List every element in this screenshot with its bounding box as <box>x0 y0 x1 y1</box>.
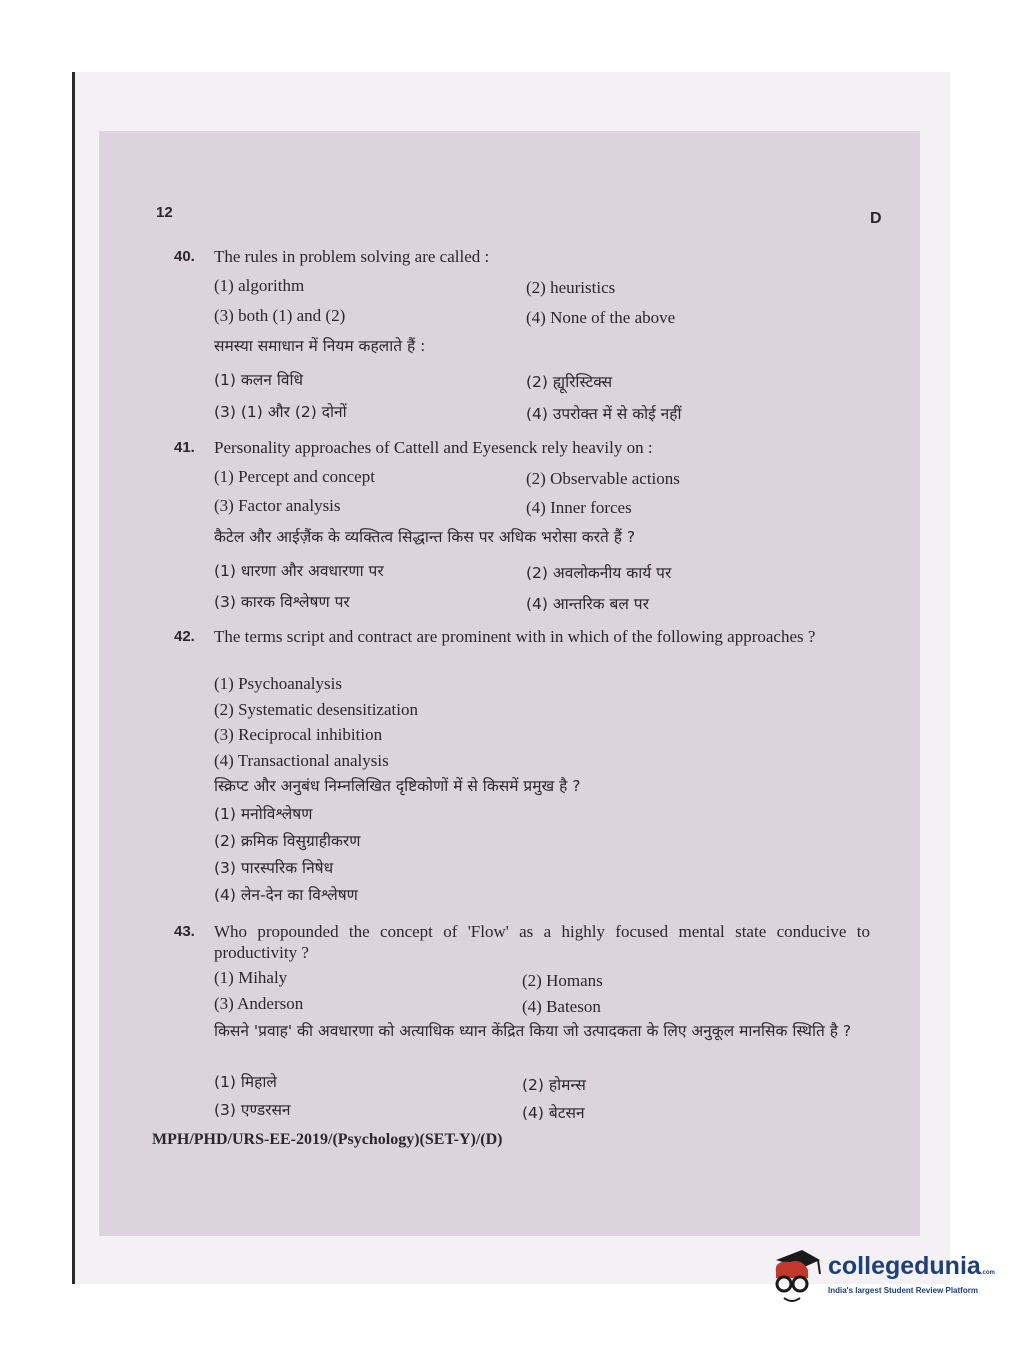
option-hi: (4) आन्तरिक बल पर <box>526 595 649 613</box>
question-number: 43. <box>174 923 195 940</box>
question-text-hi: कैटेल और आईज़ैंक के व्यक्तित्व सिद्धान्त किस पर अधिक भरोसा करते हैं ? <box>214 528 636 546</box>
logo-wordmark: collegedunia.com <box>828 1252 995 1280</box>
option-hi: (3) (1) और (2) दोनों <box>214 403 347 421</box>
option-hi: (4) लेन-देन का विश्लेषण <box>214 886 358 904</box>
collegedunia-watermark <box>768 1248 998 1308</box>
option-hi: (3) कारक विश्लेषण पर <box>214 593 350 611</box>
option-hi: (2) अवलोकनीय कार्य पर <box>526 564 672 582</box>
mascot-icon <box>768 1248 824 1308</box>
option-hi: (3) एण्डरसन <box>214 1101 291 1119</box>
option-hi: (4) उपरोक्त में से कोई नहीं <box>526 405 682 423</box>
paper-code-footer: MPH/PHD/URS-EE-2019/(Psychology)(SET-Y)/(D) <box>152 1131 503 1148</box>
question-number: 42. <box>174 628 195 645</box>
option-hi: (3) पारस्परिक निषेध <box>214 859 334 877</box>
option-en: (2) Homans <box>522 971 603 990</box>
option-en: (3) Reciprocal inhibition <box>214 725 383 744</box>
option-en: (3) Factor analysis <box>214 496 341 515</box>
option-en: (4) None of the above <box>526 308 676 327</box>
option-hi: (1) धारणा और अवधारणा पर <box>214 562 384 580</box>
option-en: (1) Mihaly <box>214 968 288 987</box>
option-en: (1) Psychoanalysis <box>214 674 342 693</box>
option-en: (3) both (1) and (2) <box>214 306 346 325</box>
question-text-en: Personality approaches of Cattell and Eyesenck rely heavily on : <box>214 438 653 457</box>
question-text-en: Who propounded the concept of 'Flow' as a highly focused mental state conducive to productivity ? <box>214 922 870 962</box>
question-text-hi: किसने 'प्रवाह' की अवधारणा को अत्याधिक ध्यान केंद्रित किया जो उत्पादकता के लिए अनुकूल मानसिक स्थिति है ? <box>214 1022 852 1040</box>
question-text-en: The terms script and contract are prominent with in which of the following approaches ? <box>214 627 816 646</box>
logo-tagline: India's largest Student Review Platform <box>828 1286 978 1295</box>
page-edge <box>72 72 75 1284</box>
option-en: (2) Systematic desensitization <box>214 700 418 719</box>
question-text-en: The rules in problem solving are called : <box>214 247 490 266</box>
question-number: 40. <box>174 248 195 265</box>
option-hi: (2) क्रमिक विसुग्राहीकरण <box>214 832 361 850</box>
question-text-hi: समस्या समाधान में नियम कहलाते हैं : <box>214 337 426 355</box>
set-code: D <box>870 210 882 227</box>
option-hi: (4) बेटसन <box>522 1104 585 1122</box>
option-en: (1) algorithm <box>214 276 305 295</box>
option-hi: (1) कलन विधि <box>214 371 304 389</box>
option-en: (4) Bateson <box>522 997 601 1016</box>
question-number: 41. <box>174 439 195 456</box>
option-en: (4) Transactional analysis <box>214 751 389 770</box>
option-en: (4) Inner forces <box>526 498 632 517</box>
option-en: (2) heuristics <box>526 278 616 297</box>
option-hi: (1) मनोविश्लेषण <box>214 805 313 823</box>
option-hi: (2) होमन्स <box>522 1076 586 1094</box>
option-hi: (2) ह्यूरिस्टिक्स <box>526 373 613 391</box>
option-en: (1) Percept and concept <box>214 467 375 486</box>
option-hi: (1) मिहाले <box>214 1073 277 1091</box>
page-number: 12 <box>156 204 173 221</box>
question-text-hi: स्क्रिप्ट और अनुबंध निम्नलिखित दृष्टिकोणों में से किसमें प्रमुख है ? <box>214 777 581 795</box>
option-en: (3) Anderson <box>214 994 304 1013</box>
option-en: (2) Observable actions <box>526 469 680 488</box>
